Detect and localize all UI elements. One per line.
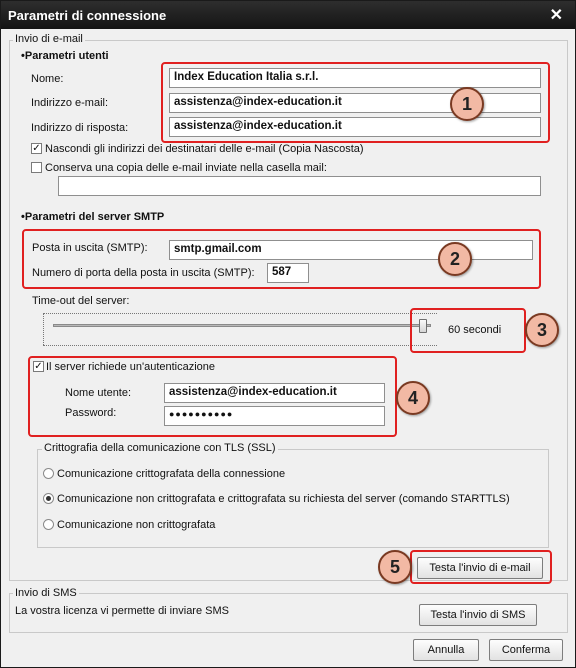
keep-copy-label: Conserva una copia delle e-mail inviate nella casella mail: xyxy=(45,162,327,174)
tls-option-radio-starttls[interactable] xyxy=(43,493,54,504)
smtp-port-field[interactable]: 587 xyxy=(267,263,309,283)
timeout-slider[interactable] xyxy=(43,311,437,347)
test-sms-button[interactable]: Testa l'invio di SMS xyxy=(419,604,537,626)
smtp-server-field[interactable]: smtp.gmail.com xyxy=(169,240,533,260)
callout-box-3 xyxy=(410,308,526,353)
callout-badge-3: 3 xyxy=(525,313,559,347)
users-section-heading: •Parametri utenti xyxy=(21,50,109,62)
hide-recipients-label: Nascondi gli indirizzi dei destinatari delle e-mail (Copia Nascosta) xyxy=(45,143,364,155)
callout-badge-4: 4 xyxy=(396,381,430,415)
callout-badge-5: 5 xyxy=(378,550,412,584)
auth-required-checkbox[interactable]: ✓ xyxy=(34,361,43,372)
name-field[interactable]: Index Education Italia s.r.l. xyxy=(169,68,541,88)
tls-option-radio-unencrypted[interactable] xyxy=(43,519,54,530)
smtp-server-label: Posta in uscita (SMTP): xyxy=(32,242,148,254)
keep-copy-checkbox[interactable] xyxy=(31,162,42,173)
auth-required-label: Il server richiede un'autenticazione xyxy=(46,361,216,373)
auth-username-label: Nome utente: xyxy=(65,387,132,399)
email-label: Indirizzo e-mail: xyxy=(31,97,109,109)
window-title: Parametri di connessione xyxy=(8,8,167,23)
tls-option-starttls-label: Comunicazione non crittografata e crittografata su richiesta del server (comando STARTTLS) xyxy=(57,493,510,505)
slider-dotted-bottom xyxy=(43,345,437,346)
callout-badge-2: 2 xyxy=(438,242,472,276)
callout-box-5 xyxy=(410,550,552,584)
callout-badge-1: 1 xyxy=(450,87,484,121)
title-bar xyxy=(1,1,575,29)
close-icon[interactable]: ✕ xyxy=(549,7,563,24)
smtp-section-heading: •Parametri del server SMTP xyxy=(21,211,165,223)
smtp-port-label: Numero di porta della posta in uscita (SMTP): xyxy=(32,267,255,279)
tls-option-unencrypted-label: Comunicazione non crittografata xyxy=(57,519,216,531)
sms-group-legend: Invio di SMS xyxy=(15,587,77,599)
timeout-label: Time-out del server: xyxy=(32,295,130,307)
auth-password-label: Password: xyxy=(65,407,117,419)
slider-track xyxy=(53,324,431,327)
slider-dotted-top xyxy=(43,313,437,314)
cancel-button[interactable]: Annulla xyxy=(413,639,479,661)
reply-address-label: Indirizzo di risposta: xyxy=(31,122,129,134)
sms-license-text: La vostra licenza vi permette di inviare SMS xyxy=(15,605,229,617)
email-group-legend: Invio di e-mail xyxy=(15,33,83,45)
auth-username-field[interactable]: assistenza@index-education.it xyxy=(164,383,385,403)
tls-group-legend: Crittografia della comunicazione con TLS (SSL) xyxy=(44,442,276,454)
tls-option-encrypted-label: Comunicazione crittografata della connessione xyxy=(57,468,286,480)
name-label: Nome: xyxy=(31,73,64,85)
slider-dotted-left xyxy=(43,313,44,345)
confirm-button[interactable]: Conferma xyxy=(489,639,563,661)
callout-box-1 xyxy=(161,62,550,143)
callout-box-4 xyxy=(28,356,397,437)
email-field[interactable]: assistenza@index-education.it xyxy=(169,93,541,113)
test-email-button[interactable]: Testa l'invio di e-mail xyxy=(417,557,543,579)
keep-copy-mailbox-field[interactable] xyxy=(58,176,541,196)
auth-password-field[interactable]: ●●●●●●●●●● xyxy=(164,406,385,426)
reply-address-field[interactable]: assistenza@index-education.it xyxy=(169,117,541,137)
hide-recipients-checkbox[interactable]: ✓ xyxy=(32,143,41,154)
timeout-value: 60 secondi xyxy=(448,324,502,336)
tls-option-radio-encrypted[interactable] xyxy=(43,468,54,479)
